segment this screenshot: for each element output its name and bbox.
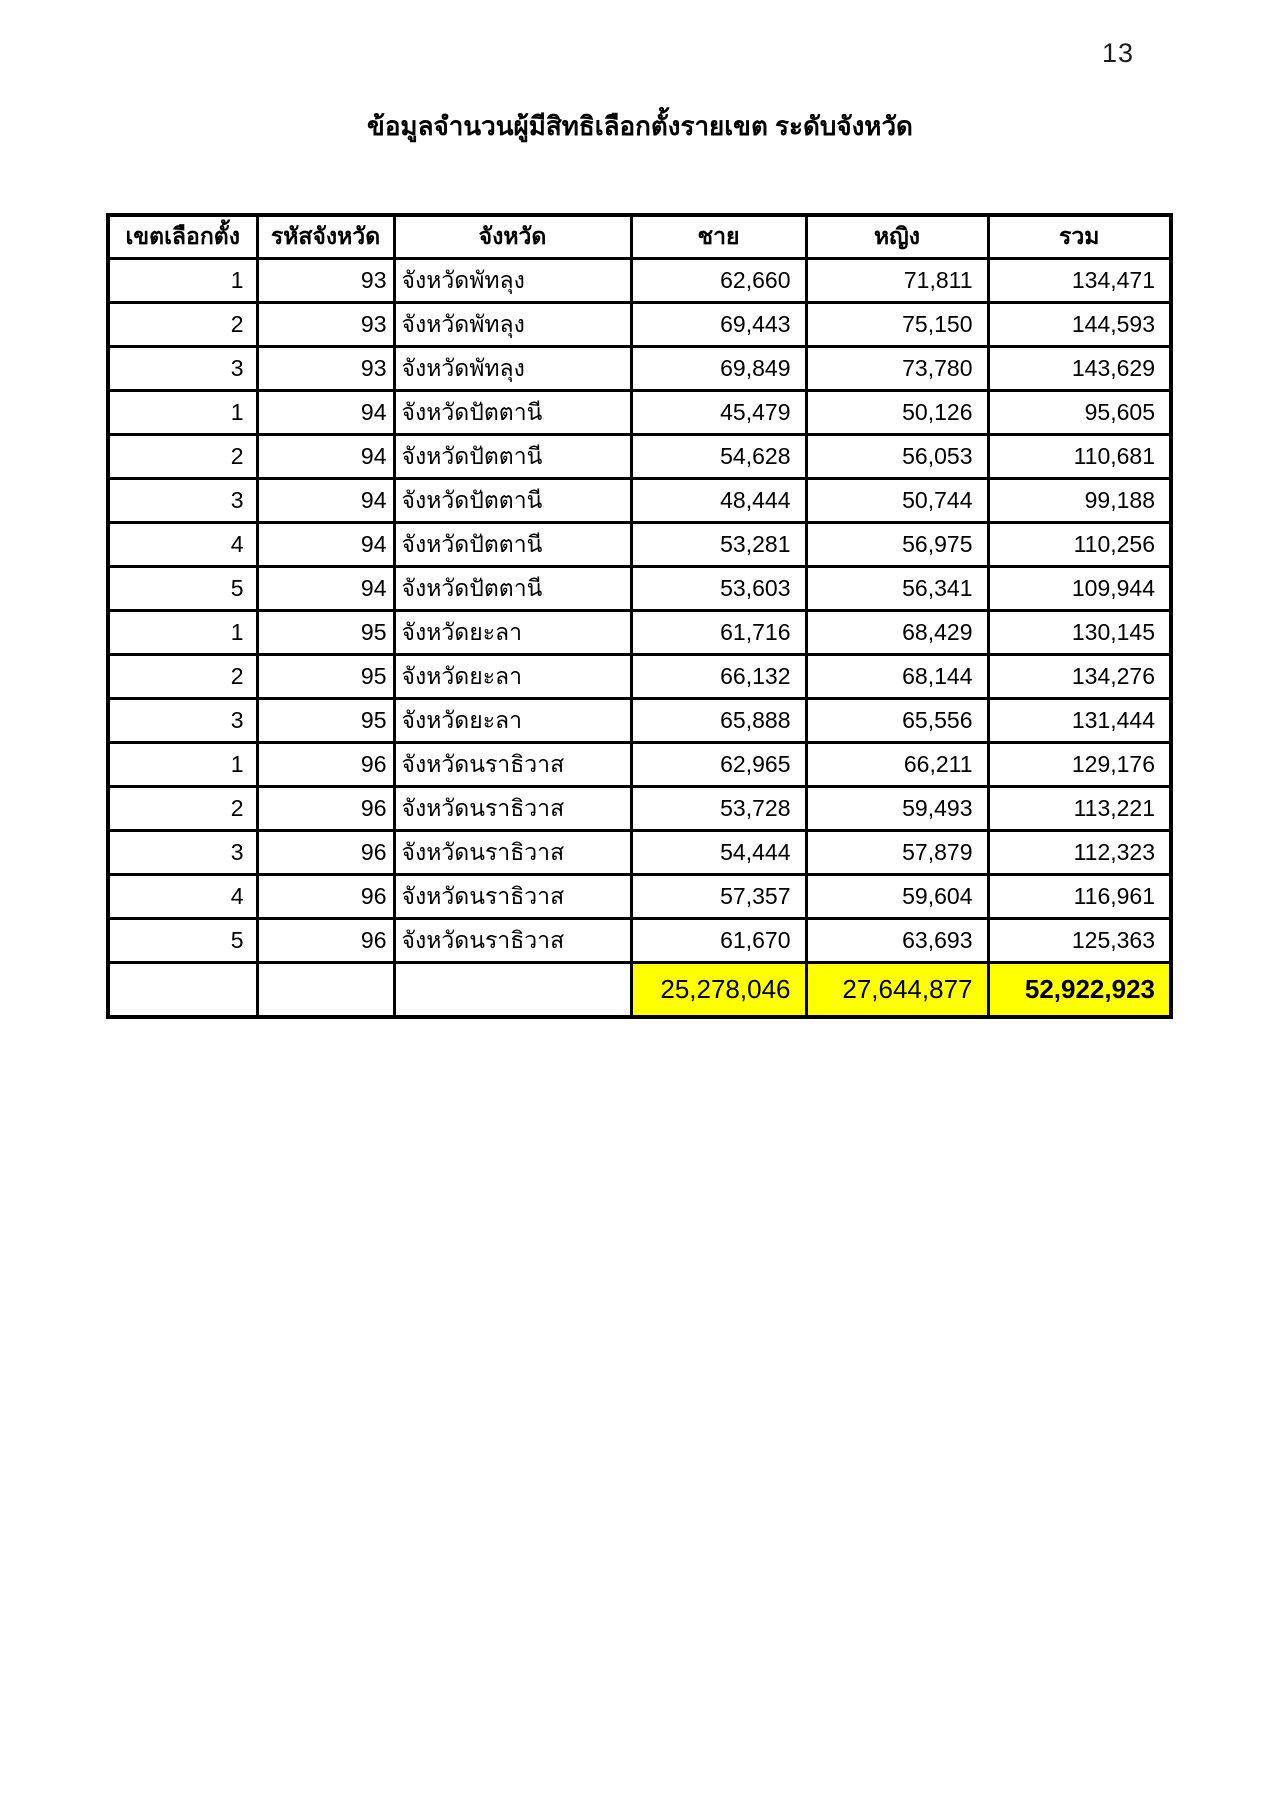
table-row xyxy=(108,259,1171,303)
table-row xyxy=(108,787,1171,831)
female-count-cell: 50,126 xyxy=(806,391,988,435)
province-code-cell: 96 xyxy=(257,743,394,787)
table-row xyxy=(108,347,1171,391)
province-name-cell: จังหวัดพัทลุง xyxy=(394,303,631,347)
totals-male-cell: 25,278,046 xyxy=(631,963,806,1018)
column-header-female: หญิง xyxy=(806,215,988,259)
header-row xyxy=(108,215,1171,259)
page-number: 13 xyxy=(1101,38,1135,68)
province-code-cell: 93 xyxy=(257,347,394,391)
table-row xyxy=(108,303,1171,347)
province-name-cell: จังหวัดปัตตานี xyxy=(394,523,631,567)
document-title: ข้อมูลจำนวนผู้มีสิทธิเลือกตั้งรายเขต ระดับจังหวัด xyxy=(367,111,913,141)
total-count-cell: 116,961 xyxy=(988,875,1171,919)
province-code-cell: 95 xyxy=(257,611,394,655)
table-row xyxy=(108,479,1171,523)
district-cell: 1 xyxy=(108,259,257,303)
district-cell: 1 xyxy=(108,743,257,787)
male-count-cell: 53,281 xyxy=(631,523,806,567)
female-count-cell: 63,693 xyxy=(806,919,988,963)
column-header-total: รวม xyxy=(988,215,1171,259)
table-row xyxy=(108,611,1171,655)
province-code-cell: 96 xyxy=(257,875,394,919)
column-header-province: จังหวัด xyxy=(394,215,631,259)
province-code-cell: 95 xyxy=(257,699,394,743)
table-row xyxy=(108,567,1171,611)
female-count-cell: 73,780 xyxy=(806,347,988,391)
table-row xyxy=(108,875,1171,919)
male-count-cell: 62,660 xyxy=(631,259,806,303)
male-count-cell: 61,670 xyxy=(631,919,806,963)
province-code-cell: 95 xyxy=(257,655,394,699)
female-count-cell: 59,493 xyxy=(806,787,988,831)
province-name-cell: จังหวัดนราธิวาส xyxy=(394,875,631,919)
total-count-cell: 144,593 xyxy=(988,303,1171,347)
female-count-cell: 71,811 xyxy=(806,259,988,303)
male-count-cell: 62,965 xyxy=(631,743,806,787)
female-count-cell: 59,604 xyxy=(806,875,988,919)
male-count-cell: 53,728 xyxy=(631,787,806,831)
total-count-cell: 131,444 xyxy=(988,699,1171,743)
province-code-cell: 94 xyxy=(257,523,394,567)
district-cell: 4 xyxy=(108,523,257,567)
total-count-cell: 134,276 xyxy=(988,655,1171,699)
male-count-cell: 65,888 xyxy=(631,699,806,743)
province-code-cell: 93 xyxy=(257,259,394,303)
province-name-cell: จังหวัดนราธิวาส xyxy=(394,831,631,875)
province-code-cell: 96 xyxy=(257,787,394,831)
district-cell: 5 xyxy=(108,919,257,963)
table-row xyxy=(108,523,1171,567)
district-cell: 1 xyxy=(108,611,257,655)
table-row xyxy=(108,699,1171,743)
male-count-cell: 66,132 xyxy=(631,655,806,699)
column-header-male: ชาย xyxy=(631,215,806,259)
province-name-cell: จังหวัดยะลา xyxy=(394,655,631,699)
female-count-cell: 68,144 xyxy=(806,655,988,699)
total-count-cell: 109,944 xyxy=(988,567,1171,611)
totals-empty-province-cell xyxy=(394,963,631,1018)
total-count-cell: 99,188 xyxy=(988,479,1171,523)
table-row xyxy=(108,435,1171,479)
province-name-cell: จังหวัดปัตตานี xyxy=(394,567,631,611)
female-count-cell: 57,879 xyxy=(806,831,988,875)
total-count-cell: 134,471 xyxy=(988,259,1171,303)
province-code-cell: 96 xyxy=(257,831,394,875)
female-count-cell: 68,429 xyxy=(806,611,988,655)
district-cell: 2 xyxy=(108,303,257,347)
total-count-cell: 110,256 xyxy=(988,523,1171,567)
totals-empty-code-cell xyxy=(257,963,394,1018)
province-name-cell: จังหวัดปัตตานี xyxy=(394,435,631,479)
total-count-cell: 130,145 xyxy=(988,611,1171,655)
male-count-cell: 69,443 xyxy=(631,303,806,347)
province-name-cell: จังหวัดพัทลุง xyxy=(394,259,631,303)
total-count-cell: 112,323 xyxy=(988,831,1171,875)
male-count-cell: 69,849 xyxy=(631,347,806,391)
male-count-cell: 61,716 xyxy=(631,611,806,655)
province-name-cell: จังหวัดยะลา xyxy=(394,611,631,655)
district-cell: 5 xyxy=(108,567,257,611)
total-count-cell: 129,176 xyxy=(988,743,1171,787)
total-count-cell: 113,221 xyxy=(988,787,1171,831)
total-count-cell: 143,629 xyxy=(988,347,1171,391)
province-name-cell: จังหวัดนราธิวาส xyxy=(394,919,631,963)
male-count-cell: 54,444 xyxy=(631,831,806,875)
male-count-cell: 54,628 xyxy=(631,435,806,479)
province-code-cell: 96 xyxy=(257,919,394,963)
province-name-cell: จังหวัดนราธิวาส xyxy=(394,743,631,787)
district-cell: 2 xyxy=(108,787,257,831)
female-count-cell: 56,975 xyxy=(806,523,988,567)
province-code-cell: 94 xyxy=(257,567,394,611)
male-count-cell: 45,479 xyxy=(631,391,806,435)
male-count-cell: 48,444 xyxy=(631,479,806,523)
district-cell: 2 xyxy=(108,435,257,479)
province-name-cell: จังหวัดปัตตานี xyxy=(394,391,631,435)
province-code-cell: 94 xyxy=(257,391,394,435)
district-cell: 3 xyxy=(108,699,257,743)
district-cell: 4 xyxy=(108,875,257,919)
voter-data-table xyxy=(106,213,1173,1019)
total-count-cell: 110,681 xyxy=(988,435,1171,479)
district-cell: 2 xyxy=(108,655,257,699)
province-code-cell: 94 xyxy=(257,435,394,479)
female-count-cell: 66,211 xyxy=(806,743,988,787)
female-count-cell: 75,150 xyxy=(806,303,988,347)
district-cell: 3 xyxy=(108,479,257,523)
table-body xyxy=(108,259,1171,963)
female-count-cell: 65,556 xyxy=(806,699,988,743)
table-row xyxy=(108,391,1171,435)
column-header-district: เขตเลือกตั้ง xyxy=(108,215,257,259)
district-cell: 3 xyxy=(108,831,257,875)
table-row xyxy=(108,919,1171,963)
male-count-cell: 53,603 xyxy=(631,567,806,611)
column-header-province-code: รหัสจังหวัด xyxy=(257,215,394,259)
totals-female-cell: 27,644,877 xyxy=(806,963,988,1018)
table-row xyxy=(108,743,1171,787)
female-count-cell: 50,744 xyxy=(806,479,988,523)
province-code-cell: 93 xyxy=(257,303,394,347)
province-code-cell: 94 xyxy=(257,479,394,523)
totals-grand-cell: 52,922,923 xyxy=(988,963,1171,1018)
province-name-cell: จังหวัดยะลา xyxy=(394,699,631,743)
district-cell: 1 xyxy=(108,391,257,435)
table-header xyxy=(108,215,1171,259)
totals-empty-district-cell xyxy=(108,963,257,1018)
total-count-cell: 95,605 xyxy=(988,391,1171,435)
table-footer xyxy=(108,963,1171,1018)
province-name-cell: จังหวัดนราธิวาส xyxy=(394,787,631,831)
province-name-cell: จังหวัดพัทลุง xyxy=(394,347,631,391)
province-name-cell: จังหวัดปัตตานี xyxy=(394,479,631,523)
table-row xyxy=(108,655,1171,699)
district-cell: 3 xyxy=(108,347,257,391)
total-count-cell: 125,363 xyxy=(988,919,1171,963)
male-count-cell: 57,357 xyxy=(631,875,806,919)
female-count-cell: 56,341 xyxy=(806,567,988,611)
female-count-cell: 56,053 xyxy=(806,435,988,479)
totals-row xyxy=(108,963,1171,1018)
table-row xyxy=(108,831,1171,875)
